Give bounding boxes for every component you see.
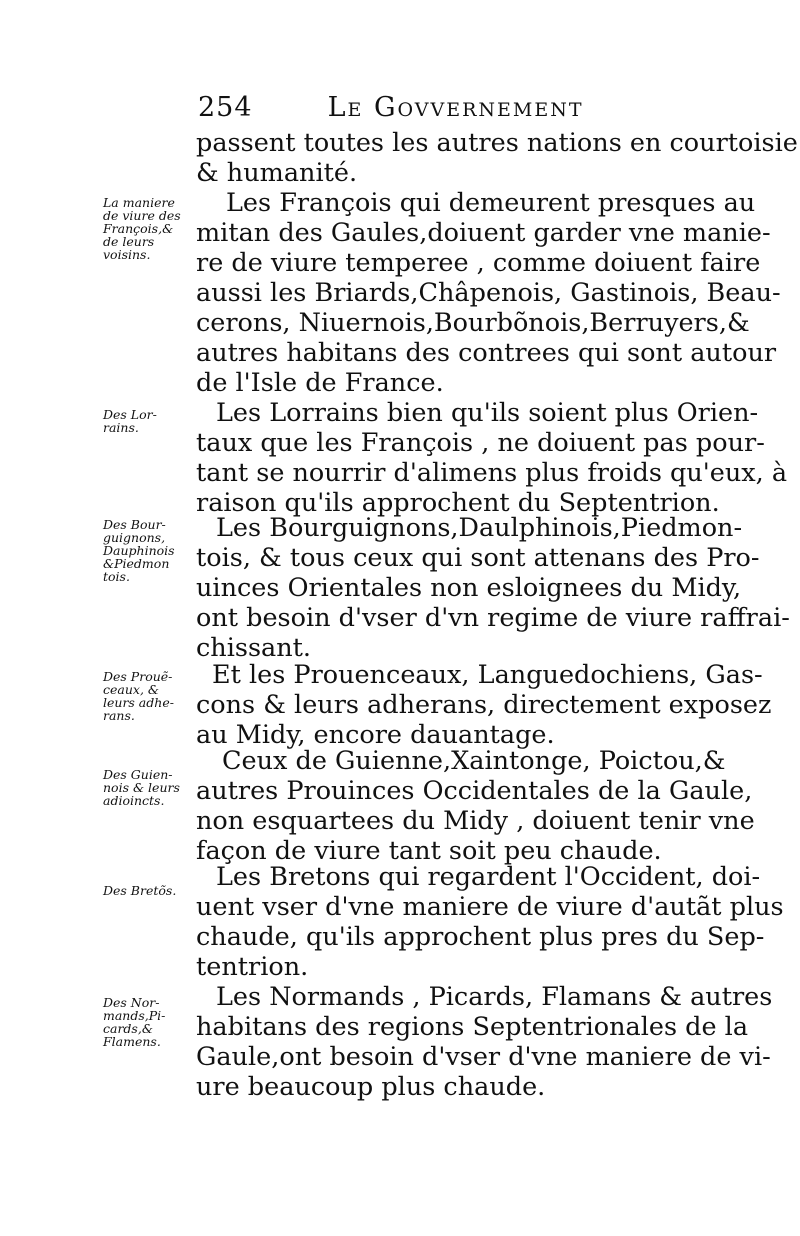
paragraph: [196, 128, 798, 188]
margin-line: de viure des: [103, 208, 181, 223]
paragraph: [196, 982, 773, 1102]
text-line: cerons, Niuernois,Bourbõnois,Berruyers,&: [196, 308, 750, 338]
margin-line: voisins.: [103, 247, 151, 262]
text-line: tant se nourrir d'alimens plus froids qu'eux, à: [196, 458, 788, 488]
page-number: 254: [198, 92, 253, 123]
text-line: Ceux de Guienne,Xaintonge, Poictou,&: [222, 746, 726, 776]
text-line: Et les Prouenceaux, Languedochiens, Gas-: [212, 660, 763, 690]
margin-line: Des Bour-: [103, 517, 166, 532]
text-line: Les Bourguignons,Daulphinois,Piedmon-: [216, 513, 743, 543]
text-line: autres Prouinces Occidentales de la Gaule,: [196, 776, 753, 806]
margin-line: François,&: [103, 221, 174, 236]
margin-line: adioincts.: [103, 793, 165, 808]
text-line: mitan des Gaules,doiuent garder vne manie-: [196, 218, 771, 248]
margin-line: guignons,: [103, 530, 166, 545]
margin-line: Dauphinois: [103, 543, 175, 558]
margin-line: Des Guien-: [103, 767, 173, 782]
text-line: non esquartees du Midy , doiuent tenir vne: [196, 806, 755, 836]
text-line: aussi les Briards,Châpenois, Gastinois, Beau-: [196, 278, 781, 308]
text-line: ure beaucoup plus chaude.: [196, 1072, 546, 1102]
margin-line: Des Prouẽ-: [103, 669, 173, 684]
running-header: [198, 92, 584, 123]
text-line: uent vser d'vne maniere de viure d'autãt plus: [196, 892, 784, 922]
text-line: Les Normands , Picards, Flamans & autres: [216, 982, 773, 1012]
margin-line: Flamens.: [103, 1034, 161, 1049]
margin-line: rains.: [103, 420, 139, 435]
text-line: Gaule,ont besoin d'vser d'vne maniere de vi-: [196, 1042, 771, 1072]
paragraph: [196, 513, 790, 663]
margin-line: de leurs: [103, 234, 155, 249]
margin-note: [103, 518, 203, 583]
text-line: Les Lorrains bien qu'ils soient plus Orien-: [216, 398, 759, 428]
margin-line: &Piedmon: [103, 556, 170, 571]
margin-line: leurs adhe-: [103, 695, 174, 710]
text-line: ont besoin d'vser d'vn regime de viure raffrai-: [196, 603, 790, 633]
text-line: raison qu'ils approchent du Septentrion.: [196, 488, 720, 518]
text-line: uinces Orientales non esloignees du Midy,: [196, 573, 742, 603]
margin-line: Des Nor-: [103, 995, 160, 1010]
text-line: re de viure temperee , comme doiuent faire: [196, 248, 761, 278]
text-line: façon de viure tant soit peu chaude.: [196, 836, 662, 866]
paragraph: [196, 660, 772, 750]
margin-line: La maniere: [103, 195, 175, 210]
text-line: taux que les François , ne doiuent pas pour-: [196, 428, 765, 458]
margin-note: [103, 768, 203, 807]
text-line: & humanité.: [196, 158, 358, 188]
margin-line: nois & leurs: [103, 780, 180, 795]
text-line: chissant.: [196, 633, 312, 663]
margin-line: rans.: [103, 708, 135, 723]
margin-line: cards,&: [103, 1021, 153, 1036]
paragraph: [196, 862, 784, 982]
paragraph: [196, 398, 788, 518]
text-line: autres habitans des contrees qui sont autour: [196, 338, 777, 368]
text-line: cons & leurs adherans, directement exposez: [196, 690, 772, 720]
text-line: Les Bretons qui regardent l'Occident, doi-: [216, 862, 761, 892]
text-line: au Midy, encore dauantage.: [196, 720, 555, 750]
text-line: passent toutes les autres nations en courtoisie: [196, 128, 798, 158]
running-title: Le Govvernement: [327, 92, 584, 123]
text-line: Les François qui demeurent presques au: [226, 188, 756, 218]
margin-note: [103, 196, 203, 261]
text-line: tentrion.: [196, 952, 309, 982]
margin-note: [103, 996, 203, 1048]
margin-line: Des Bretõs.: [103, 883, 177, 898]
margin-line: mands,Pi-: [103, 1008, 166, 1023]
paragraph: [196, 746, 755, 866]
margin-line: Des Lor-: [103, 407, 157, 422]
text-line: tois, & tous ceux qui sont attenans des Pro-: [196, 543, 760, 573]
margin-note: [103, 670, 203, 722]
text-line: chaude, qu'ils approchent plus pres du Sep-: [196, 922, 765, 952]
margin-line: ceaux, &: [103, 682, 160, 697]
text-line: de l'Isle de France.: [196, 368, 444, 398]
margin-line: tois.: [103, 569, 130, 584]
margin-note: [103, 884, 203, 897]
text-line: habitans des regions Septentrionales de la: [196, 1012, 749, 1042]
paragraph: [196, 188, 781, 398]
margin-note: [103, 408, 203, 434]
